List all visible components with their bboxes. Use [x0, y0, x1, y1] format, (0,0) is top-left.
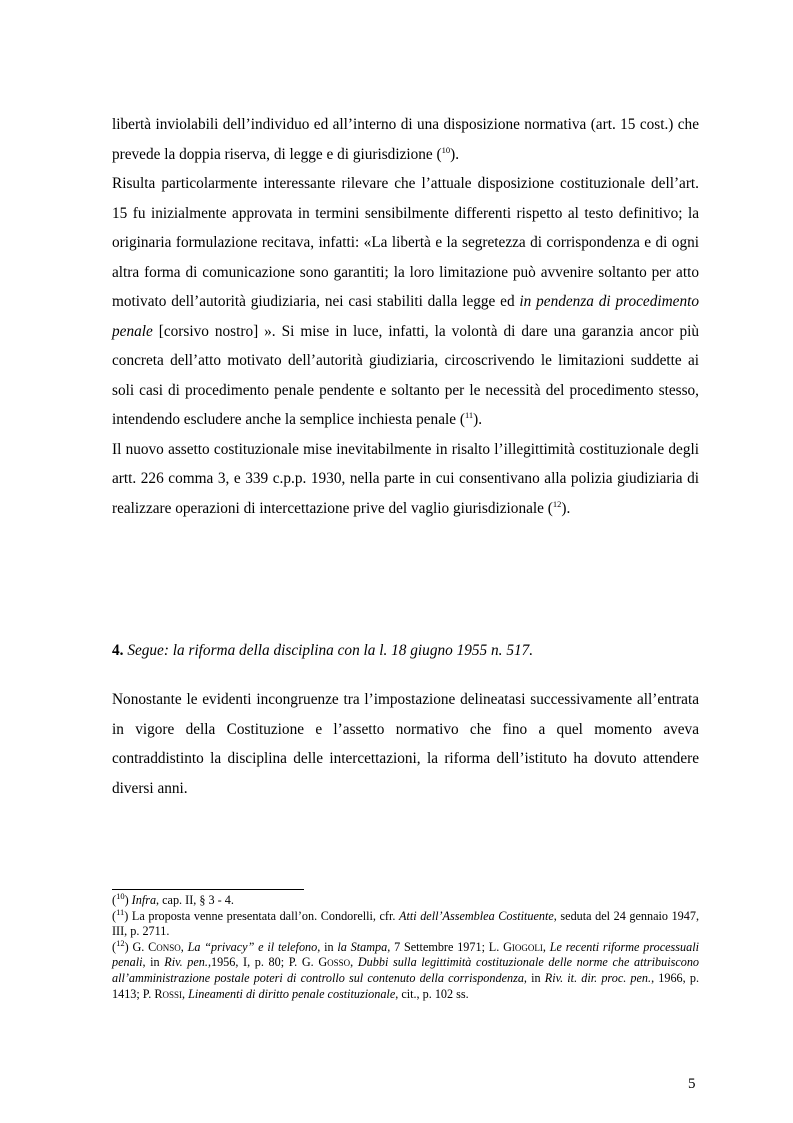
paragraph-2	[112, 169, 699, 435]
fn12-author4: Rossi	[154, 986, 182, 1001]
footnote-ref-10: 10	[441, 144, 451, 155]
fn12-s5: ,1956, I, p. 80; P. G.	[207, 955, 319, 970]
fn12-s8: , 1966, p. 1413; P.	[112, 970, 699, 1001]
section-segue: Segue	[127, 642, 164, 659]
fn10-close: )	[124, 893, 132, 907]
section-heading	[112, 639, 699, 663]
paragraph-2-italic: in pendenza di procedimento penale	[112, 293, 700, 340]
section-number: 4.	[112, 642, 124, 659]
fn11-number: 11	[116, 906, 125, 917]
section-body	[112, 685, 699, 803]
footnote-11	[112, 906, 699, 940]
fn12-s6: ,	[350, 955, 358, 970]
fn12-title5: Dubbi sulla legittimità costituzionale delle norme che attribuiscono all’amministrazione postale poteri di controllo sul contenuto della corrispondenza	[112, 955, 700, 985]
fn12-s3: ,	[542, 939, 550, 954]
fn11-text: La proposta venne presentata dall’on. Condorelli, cfr.	[131, 908, 400, 923]
page-number: 5	[688, 1076, 696, 1092]
fn12-author3: Gosso	[318, 955, 351, 970]
fn11-close: )	[124, 908, 132, 923]
footnote-12	[112, 937, 700, 1002]
paragraph-1	[112, 110, 699, 169]
paragraph-1-end: ).	[450, 145, 460, 163]
paragraph-2-text-cont: [corsivo nostro] ». Si mise in luce, infatti, la volontà di dare una garanzia ancor più concreta dell’atto motivato dell’autorità giudiziaria, circoscrivendo le limitazioni suddette ai soli casi di procedimento penale pendente e soltanto per le necessità del procedimento stesso, intendendo escludere anche la semplice inchiesta penale (	[112, 322, 699, 428]
fn12-title4: Riv. pen.	[164, 955, 208, 970]
fn12-author1-initial: G.	[132, 939, 149, 954]
body-text	[112, 110, 699, 523]
paragraph-2-text: Risulta particolarmente interessante rilevare che l’attuale disposizione costituzionale dell’art. 15 fu inizialmente approvata in termini sensibilmente differenti rispetto al testo definitivo; la originaria formulazione recitava, infatti: «La libertà e la segretezza di corrispondenza e di ogni altra forma di comunicazione sono garantiti; la loro limitazione può avvenire soltanto per atto motivato dell’autorità giudiziaria, nei casi stabiliti dalla legge ed	[112, 175, 699, 310]
fn11-italic: Atti dell’Assemblea Costituente	[399, 908, 554, 923]
fn12-author2: Giogoli	[503, 939, 543, 954]
fn12-title2: la Stampa	[337, 939, 388, 954]
fn12-number: 12	[116, 937, 125, 948]
paragraph-3-text: Il nuovo assetto costituzionale mise inevitabilmente in risalto l’illegittimità costituzionale degli artt. 226 comma 3, e 339 c.p.p. 1930, nella parte in cui consentivano alla polizia giudiziaria di realizzare operazioni di intercettazione prive del vaglio giurisdizionale (	[112, 440, 699, 517]
fn12-title3: Le recenti riforme processuali penali	[112, 939, 700, 970]
footnotes	[112, 890, 700, 1002]
paragraph-4: Nonostante le evidenti incongruenze tra l’impostazione delineatasi successivamente all’entrata in vigore della Costituzione e l’assetto normativo che fino a quel momento aveva contraddistinto la disciplina delle intercettazioni, la riforma dell’istituto ha dovuto attendere diversi anni.	[112, 691, 699, 797]
fn12-title7: Lineamenti di diritto penale costituzionale	[188, 986, 396, 1001]
fn10-number: 10	[116, 890, 125, 901]
paragraph-3	[112, 435, 699, 524]
fn12-s4: , in	[142, 955, 165, 970]
fn12-open: (	[112, 939, 117, 954]
paragraph-2-end: ).	[473, 411, 483, 428]
section-title: : la riforma della disciplina con la l. 18 giugno 1955 n. 517.	[163, 642, 534, 659]
fn12-s9: ,	[181, 986, 189, 1001]
fn12-s2: , 7 Settembre 1971; L.	[387, 939, 504, 954]
footnote-separator	[112, 889, 304, 890]
fn11-open: (	[112, 908, 117, 923]
fn12-sep: ,	[180, 939, 188, 954]
fn12-title1: La “privacy” e il telefono	[187, 939, 318, 954]
fn12-s10: , cit., p. 102 ss.	[395, 986, 469, 1001]
footnote-ref-12: 12	[552, 498, 562, 509]
footnote-10	[112, 890, 699, 909]
paragraph-3-end: ).	[561, 499, 571, 517]
fn12-s1: , in	[317, 939, 338, 954]
fn12-title6: Riv. it. dir. proc. pen.	[544, 970, 652, 985]
fn12-close: )	[124, 939, 133, 954]
footnote-ref-11: 11	[464, 409, 474, 420]
fn10-italic: Infra	[131, 893, 157, 907]
fn12-author1: Conso	[148, 939, 181, 954]
paragraph-1-text: libertà inviolabili dell’individuo ed all’interno di una disposizione normativa (art. 15 cost.) che prevede la doppia riserva, di legge e di giurisdizione (	[112, 116, 699, 163]
fn10-text: , cap. II, § 3 - 4.	[156, 893, 234, 907]
fn12-s7: , in	[523, 970, 545, 985]
fn10-open: (	[112, 893, 117, 907]
fn11-text-2: , seduta del 24 gennaio 1947, III, p. 2711.	[112, 908, 699, 939]
